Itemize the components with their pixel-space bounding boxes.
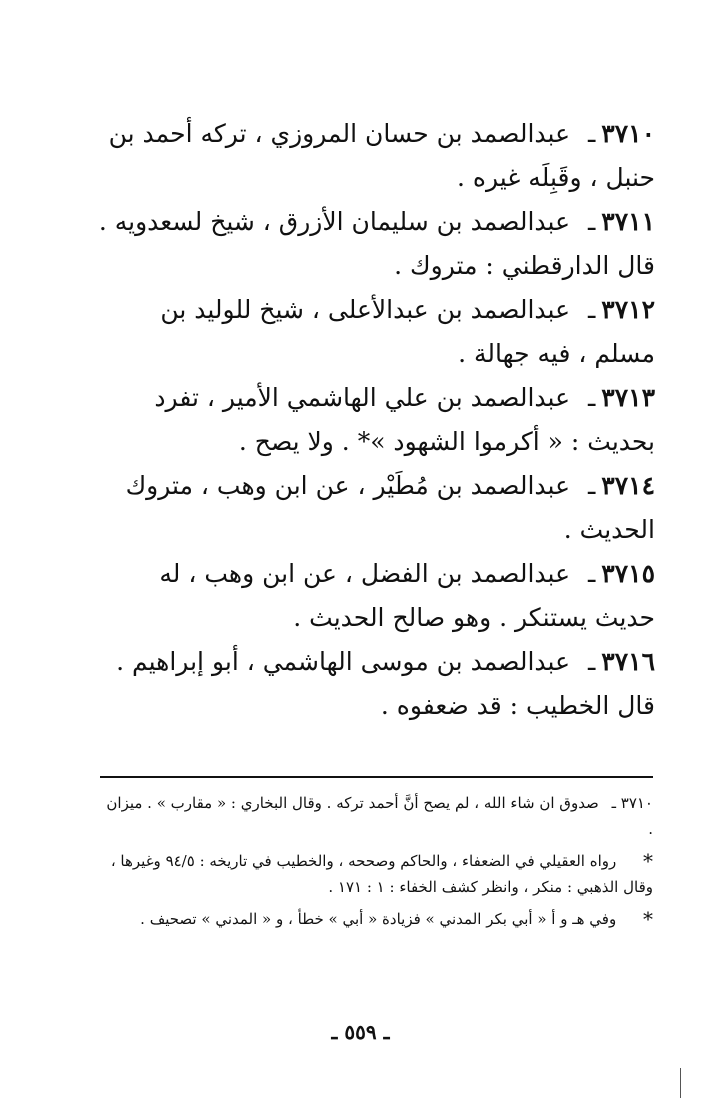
entry-number: ٣٧١٠ [601, 119, 655, 148]
entry-3710 [95, 112, 655, 200]
entries-list [95, 112, 655, 728]
entry-number: ٣٧١٦ [601, 647, 655, 676]
entry-text: عبدالصمد بن حسان المروزي ، تركه أحمد بن حنبل ، وقَبِلَه غيره . [108, 119, 655, 192]
footnote-marker: * [643, 907, 653, 931]
footnote-text: رواه العقيلي في الضعفاء ، والحاكم وصححه ، والخطيب في تاريخه : ٩٤/٥ وغيرها ، وقال الذهبي : منكر ، وانظر كشف الخفاء : ١ : ١٧١ . [110, 852, 653, 896]
footnote-star-2 [100, 906, 653, 932]
footnote-marker: ٣٧١٠ ـ [611, 794, 653, 812]
entry-3714 [95, 464, 655, 552]
entry-number: ٣٧١٤ [601, 471, 655, 500]
entry-dash: ـ [587, 119, 596, 148]
entry-3716 [95, 640, 655, 728]
entry-dash: ـ [587, 647, 596, 676]
entry-dash: ـ [587, 295, 596, 324]
entry-dash: ـ [587, 471, 596, 500]
entry-text: عبدالصمد بن سليمان الأزرق ، شيخ لسعدويه . قال الدارقطني : متروك . [98, 207, 655, 280]
footnote-marker: * [643, 849, 653, 873]
entry-number: ٣٧١٣ [601, 383, 655, 412]
entry-text: عبدالصمد بن علي الهاشمي الأمير ، تفرد بحديث : « أكرموا الشهود »* . ولا يصح . [154, 383, 655, 456]
entry-3711 [95, 200, 655, 288]
footnote-text: وفي هـ و أ « أبي بكر المدني » فزيادة « أبي » خطأ ، و « المدني » تصحيف . [140, 910, 617, 928]
entry-number: ٣٧١١ [601, 207, 655, 236]
page-number: ـ ٥٥٩ ـ [331, 1020, 390, 1044]
entry-dash: ـ [587, 207, 596, 236]
page-edge-mark [680, 1068, 681, 1098]
entry-3715 [95, 552, 655, 640]
entry-number: ٣٧١٥ [601, 559, 655, 588]
footnote-star-1 [100, 848, 653, 900]
footnote-divider [100, 776, 653, 778]
entry-text: عبدالصمد بن عبدالأعلى ، شيخ للوليد بن مسلم ، فيه جهالة . [160, 295, 655, 368]
entry-3712 [95, 288, 655, 376]
entry-dash: ـ [587, 383, 596, 412]
footnote-text: صدوق ان شاء الله ، لم يصح أنَّ أحمد تركه . وقال البخاري : « مقارب » . ميزان . [106, 794, 653, 838]
entry-number: ٣٧١٢ [601, 295, 655, 324]
entry-dash: ـ [587, 559, 596, 588]
entry-3713 [95, 376, 655, 464]
entry-text: عبدالصمد بن الفضل ، عن ابن وهب ، له حديث يستنكر . وهو صالح الحديث . [159, 559, 655, 632]
footnote-3710 [100, 790, 653, 842]
entry-text: عبدالصمد بن موسى الهاشمي ، أبو إبراهيم . قال الخطيب : قد ضعفوه . [116, 647, 655, 720]
entry-text: عبدالصمد بن مُطَيْر ، عن ابن وهب ، متروك الحديث . [125, 471, 655, 544]
footnotes [100, 790, 653, 938]
